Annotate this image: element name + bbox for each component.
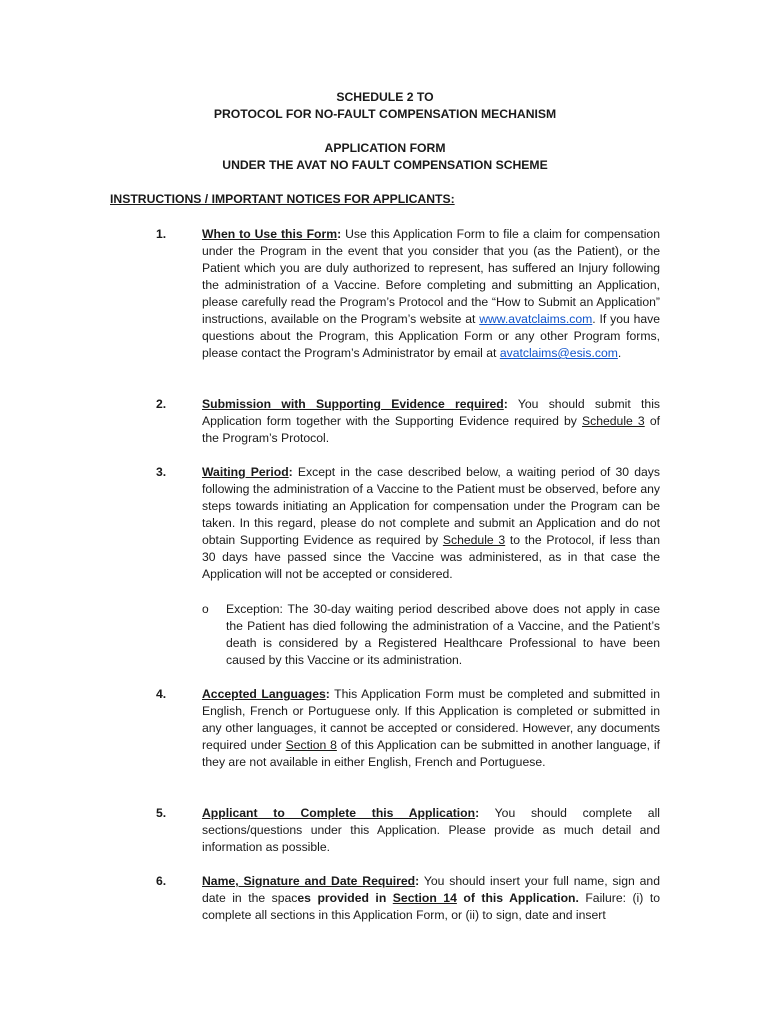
item-title: Applicant to Complete this Application (202, 806, 476, 820)
scheme-title: UNDER THE AVAT NO FAULT COMPENSATION SCHEME (222, 158, 548, 172)
item-number: 1. (156, 227, 167, 241)
protocol-heading: PROTOCOL FOR NO-FAULT COMPENSATION MECHANISM (213, 107, 557, 121)
exception-title: Exception (226, 602, 280, 616)
website-link[interactable]: www.avatclaims.com (479, 312, 593, 326)
item-body: Applicant to Complete this Application: You should complete all sections/questions under this Application. Please provide as much detail and information as possible. (202, 806, 660, 854)
section-8-reference: Section 8 (285, 738, 337, 752)
form-title: APPLICATION FORM (324, 141, 446, 155)
item-body: Waiting Period: Except in the case described below, a waiting period of 30 days following the administration of a Vaccine to the Patient must be observed, before any steps towards initiating an Application for compensation under the Program can be taken. In this regard, please do not complete and submit an Application and do not obtain Supporting Evidence as required by Schedule 3 to the Protocol, if less than 30 days have passed since the Vaccine was administered, as in that case the Application will not be accepted or considered. (202, 465, 660, 581)
item-title: Submission with Supporting Evidence required (202, 397, 504, 411)
item-number: 4. (156, 687, 167, 701)
schedule-heading: SCHEDULE 2 TO (336, 90, 434, 104)
item-title: Name, Signature and Date Required (202, 874, 416, 888)
item-title: Accepted Languages (202, 687, 326, 701)
email-link[interactable]: avatclaims@esis.com (499, 346, 618, 360)
item-title: Waiting Period (202, 465, 289, 479)
item-title: When to Use this Form (202, 227, 338, 241)
schedule-3-reference: Schedule 3 (442, 533, 506, 547)
item-body: When to Use this Form: Use this Application Form to file a claim for compensation under the Program in the event that you consider that you (as the Patient), or the Patient which you are duly authorized to represent, has suffered an Injury following the administration of a Vaccine. Before completing and submitting an Application, please carefully read the Program’s Protocol and the “How to Submit an Application” instructions, available on the Program’s website at www.avatclaims.com. If you have questions about the Program, this Application Form or any other Program forms, please contact the Program’s Administrator by email at avatclaims@esis.com. (202, 227, 660, 360)
section-14-reference: Section 14 (392, 891, 457, 905)
schedule-3-reference: Schedule 3 (582, 414, 645, 428)
item-number: 5. (156, 806, 167, 820)
exception-note: Exception: The 30-day waiting period described above does not apply in case the Patient has died following the administration of a Vaccine, and the Patient’s death is considered by a Registered Healthcare Professional to have been caused by this Vaccine or its administration. (226, 602, 660, 667)
item-body: Accepted Languages: This Application Form must be completed and submitted in English, French or Portuguese only. If this Application is completed or submitted in any other languages, it cannot be accepted or considered. However, any documents required under Section 8 of this Application can be submitted in another language, if they are not available in either English, French and Portuguese. (202, 687, 660, 769)
item-body: Submission with Supporting Evidence required: You should submit this Application form together with the Supporting Evidence required by Schedule 3 of the Program’s Protocol. (202, 397, 661, 445)
sub-bullet-icon: o (202, 602, 209, 616)
item-number: 6. (156, 874, 167, 888)
item-number: 3. (156, 465, 167, 479)
instructions-heading: INSTRUCTIONS / IMPORTANT NOTICES FOR APPLICANTS: (110, 192, 455, 206)
item-body: Name, Signature and Date Required: You should insert your full name, sign and date in the spaces provided in Section 14 of this Application. Failure: (i) to complete all sections in this Application Form, or (ii) to sign, date and insert (202, 874, 660, 922)
item-number: 2. (156, 397, 167, 411)
